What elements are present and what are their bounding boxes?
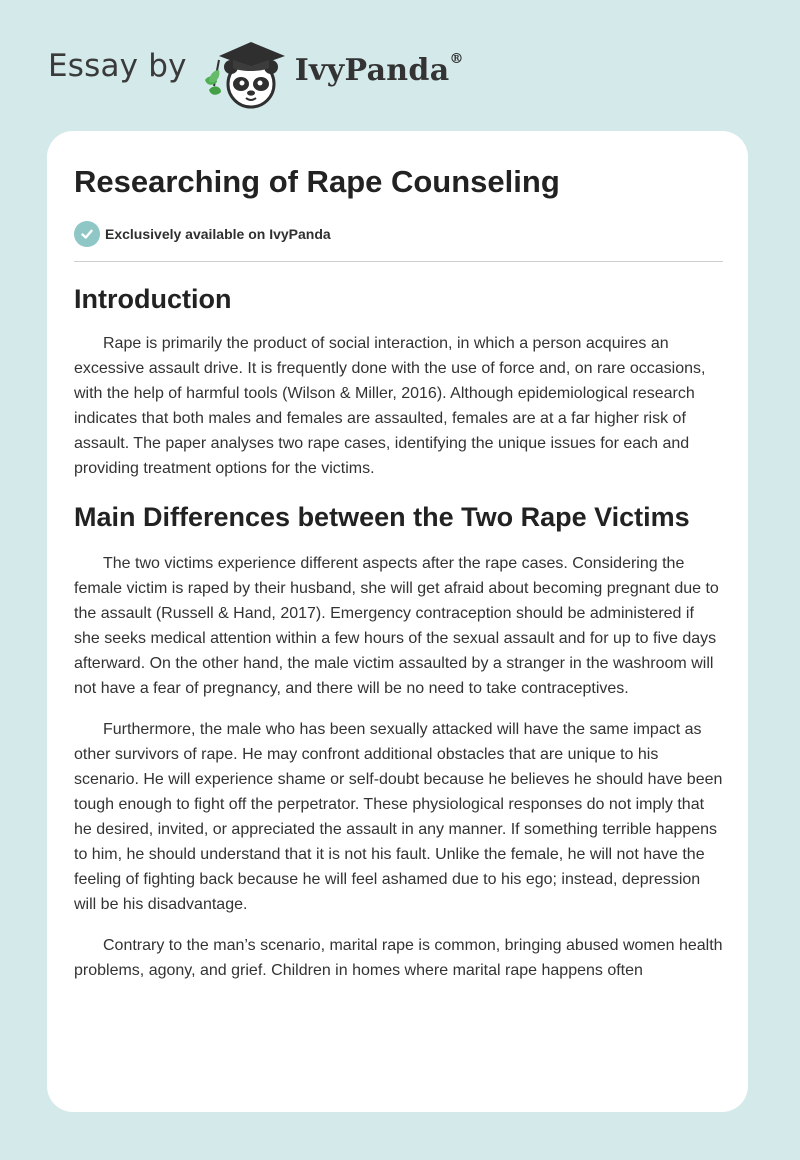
brand-prefix: Essay by bbox=[48, 48, 187, 84]
site-header bbox=[48, 34, 464, 110]
title-divider bbox=[74, 261, 723, 262]
paragraph: The two victims experience different aspects after the rape cases. Considering the female victim is raped by their husband, she will get afraid about becoming pregnant due to the assault (Russell & Hand, 2017). Emergency contraception should be administered if she seeks medical attention within a few hours of the sexual assault and for up to five days afterward. On the other hand, the male victim assaulted by a stranger in the washroom will not have a fear of pregnancy, and there will be no need to take contraceptives. bbox=[74, 555, 719, 697]
brand-name: IvyPanda® bbox=[294, 50, 464, 88]
paragraph: Furthermore, the male who has been sexually attacked will have the same impact as other survivors of rape. He may confront additional obstacles that are unique to his scenario. He will experience shame or self-doubt because he believes he should have been tough enough to fight off the perpetrator. These physiological responses do not imply that he desired, invited, or appreciated the assault in any manner. If something terrible happens to him, he should understand that it is not his fault. Unlike the female, he will not have the feeling of fighting back because he will feel ashamed due to his ego; instead, depression will be his disadvantage. bbox=[74, 721, 723, 913]
essay-card bbox=[47, 131, 748, 1112]
section-heading-introduction: Introduction bbox=[74, 284, 232, 314]
paragraph: Rape is primarily the product of social interaction, in which a person acquires an excessive assault drive. It is frequently done with the use of force and, on rare occasions, with the help of harmful tools (Wilson & Miller, 2016). Although epidemiological research indicates that both males and females are assaulted, females are at a far higher risk of assault. The paper analyses two rape cases, identifying the unique issues for each and providing treatment options for the victims. bbox=[74, 335, 706, 477]
exclusive-badge-label: Exclusively available on IvyPanda bbox=[105, 226, 331, 242]
paragraph: Contrary to the man’s scenario, marital rape is common, bringing abused women health problems, agony, and grief. Children in homes where marital rape happens often bbox=[74, 937, 723, 979]
section-heading-main-differences: Main Differences between the Two Rape Victims bbox=[74, 502, 690, 532]
ivypanda-logo-icon[interactable] bbox=[201, 34, 293, 110]
exclusive-badge bbox=[74, 221, 331, 247]
essay-title: Researching of Rape Counseling bbox=[74, 164, 560, 199]
essay-body bbox=[74, 279, 723, 999]
checkmark-icon bbox=[74, 221, 100, 247]
